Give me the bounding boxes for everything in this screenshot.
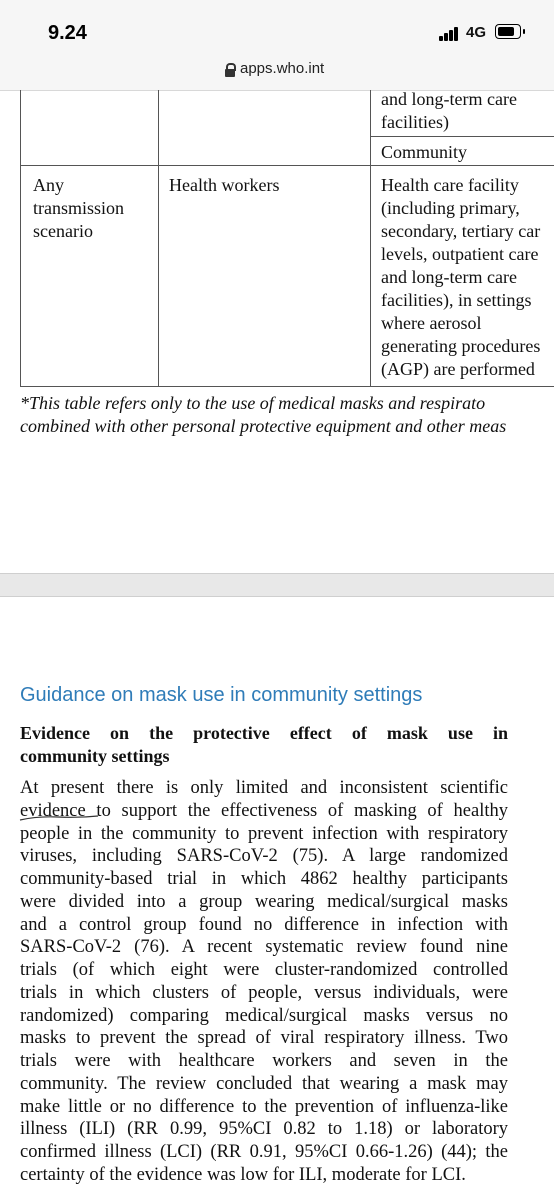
paragraph-line: randomized) comparing medical/surgical masks versus no — [20, 1005, 508, 1026]
table-cell-scenario: Any transmission scenario — [33, 175, 125, 241]
paragraph-line: certainty of the evidence was low for ILI, moderate for LCI. — [20, 1164, 466, 1185]
url-text[interactable]: apps.who.int — [240, 60, 325, 77]
table-text: and long-term care — [381, 89, 517, 109]
paragraph-line: confirmed illness (LCI) (RR 0.91, 95%CI 0.66-1.26) (44); the — [20, 1142, 508, 1162]
paragraph-line: trials were with healthcare workers and seven in the — [20, 1051, 508, 1071]
page-separator — [0, 573, 554, 597]
paragraph-line: people in the community to prevent infection with respiratory — [20, 823, 508, 844]
url-bar[interactable] — [0, 60, 554, 91]
network-label: 4G — [466, 24, 487, 41]
paragraph-line: make little or no difference to the prevention of influenza-like — [20, 1096, 508, 1117]
table-cell-who: Health workers — [169, 175, 280, 195]
paragraph-line: trials in which clusters of people, versus individuals, were — [20, 982, 508, 1003]
section-title: Guidance on mask use in community settings — [20, 684, 423, 706]
lock-icon — [225, 63, 235, 77]
paragraph-line: and a control group found no difference in infection with — [20, 914, 508, 935]
paragraph-line: illness (ILI) (RR 0.99, 95%CI 0.82 to 1.18) or laboratory — [20, 1119, 508, 1140]
table-cell-community: Community — [381, 142, 468, 162]
paragraph-line: community. The review concluded that wearing a mask may — [20, 1073, 508, 1094]
paragraph-line: trials (of which eight were cluster-randomized controlled — [20, 960, 508, 980]
paragraph-line: viruses, including SARS-CoV-2 (75). A large randomized — [20, 846, 508, 867]
body-paragraph — [20, 777, 508, 1187]
table-text: facilities) — [381, 112, 449, 132]
battery-icon — [495, 24, 521, 39]
document-page-table — [0, 90, 554, 580]
paragraph-line: were divided into a group wearing medical/surgical masks — [20, 891, 508, 912]
status-time: 9.24 — [48, 22, 87, 44]
subheading: Evidence on the protective effect of mask use in community settings — [20, 723, 508, 766]
signal-icon — [439, 25, 459, 41]
paragraph-line: masks to prevent the spread of viral respiratory illness. Two — [20, 1028, 508, 1049]
paragraph-line: community-based trial in which 4862 healthy participants — [20, 869, 508, 889]
paragraph-line: SARS-CoV-2 (76). A recent systematic review found nine — [20, 937, 508, 958]
table-footnote: *This table refers only to the use of medical masks and respirato combined with other personal protective equipment and other meas — [20, 393, 507, 436]
paragraph-line: evidence to support the effectiveness of masking of healthy — [20, 800, 508, 821]
table-cell-setting: Health care facility (including primary, secondary, tertiary car levels, outpatient care and long-term care facilities), in settings where aerosol generating procedures (AGP) are performed — [381, 175, 541, 379]
table-cell-fragment — [381, 88, 517, 134]
status-bar — [0, 0, 554, 60]
paragraph-line: At present there is only limited and inconsistent scientific — [20, 778, 508, 798]
